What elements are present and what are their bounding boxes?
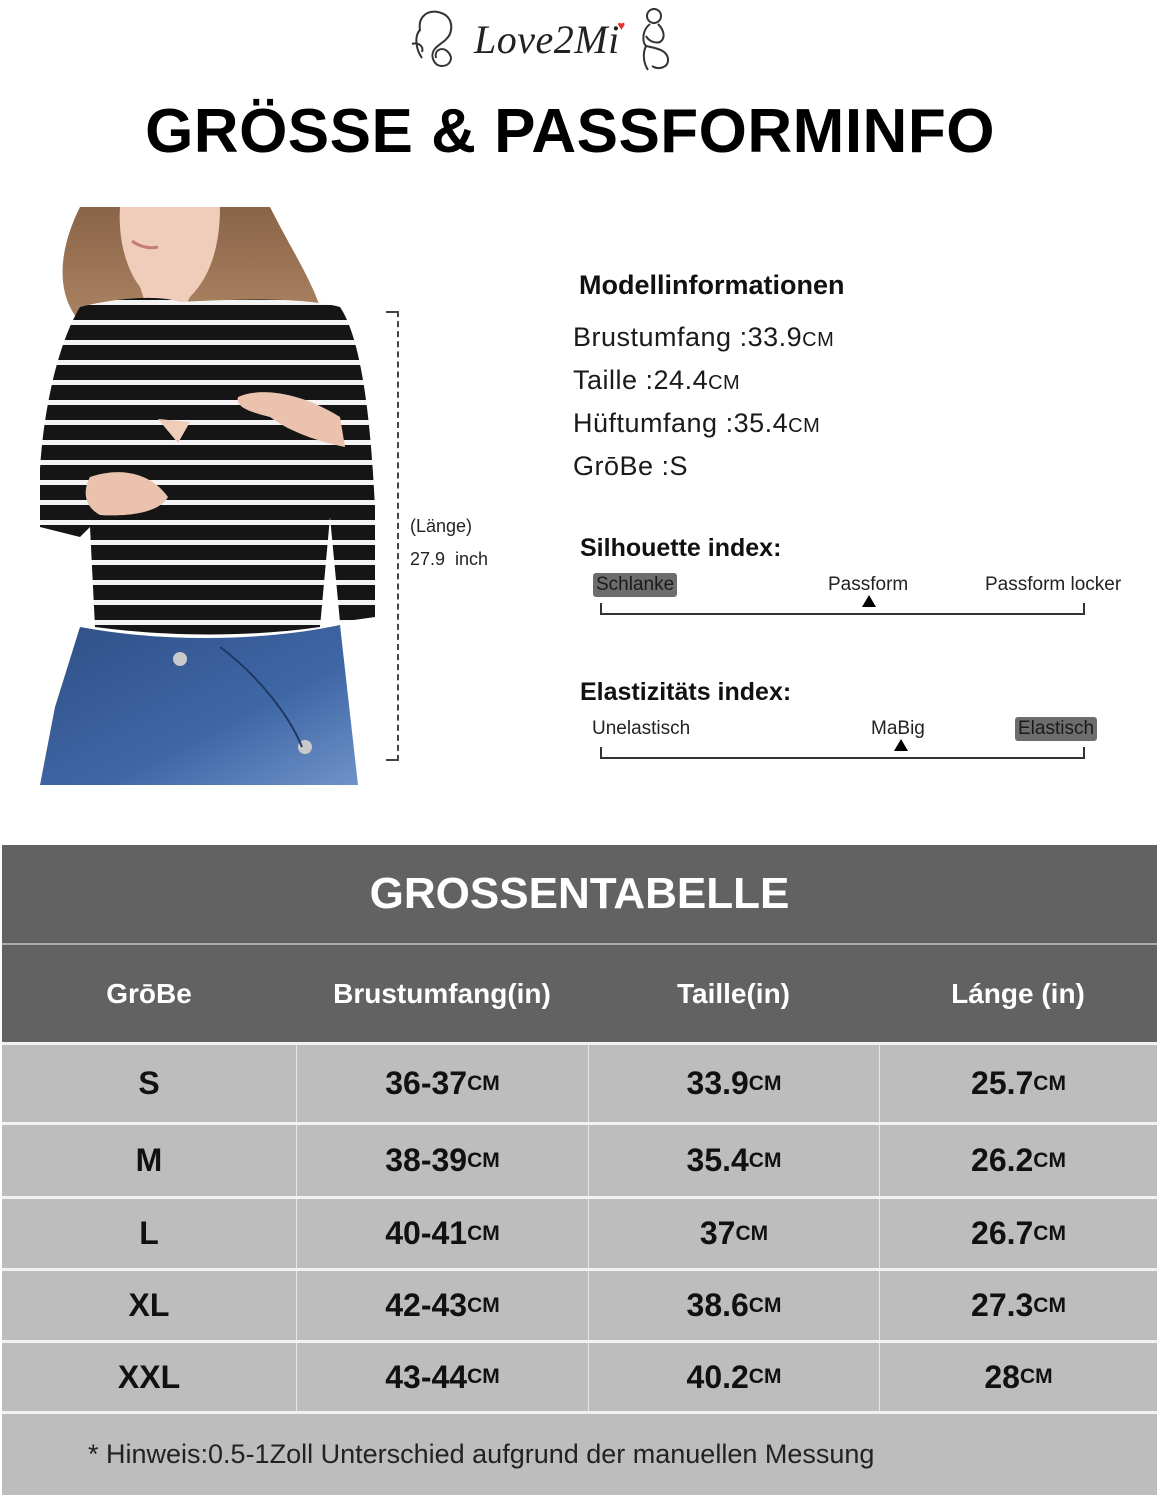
elasticity-scale-labels [580, 713, 1140, 747]
size-table-header [2, 945, 1157, 1042]
model-info-section [573, 270, 845, 486]
model-info-list [573, 317, 845, 486]
table-row-s [2, 1042, 1157, 1122]
table-row-l [2, 1196, 1157, 1268]
header-waist: Taille(in) [676, 977, 791, 1009]
elasticity-option-mabig: MaBig [871, 718, 925, 739]
model-photo-illustration [40, 207, 378, 785]
silhouette-option-passform: Passform [828, 574, 909, 595]
cell-bust: 36-37 CM [296, 1045, 588, 1122]
table-row-xl [2, 1268, 1157, 1340]
model-info-hip: Hüftumfang :35.4CM [573, 408, 821, 438]
length-label-value: 27.9 inch [410, 549, 489, 569]
cell-size: XL [128, 1287, 170, 1323]
elasticity-scale-bar [600, 747, 1085, 759]
elasticity-index-title: Elastizitäts index: [580, 678, 792, 706]
model-photo [40, 207, 378, 785]
model-info-title: Modellinformationen [579, 270, 845, 300]
header-size: GrōBe [106, 977, 192, 1009]
elasticity-index [580, 678, 1140, 759]
elasticity-option-unelastisch: Unelastisch [592, 718, 691, 739]
cell-bust: 40-41 CM [296, 1199, 588, 1268]
header-bust: Brustumfang(in) [333, 977, 551, 1009]
header-length: Lánge (in) [951, 977, 1085, 1009]
cell-length: 27.3 CM [879, 1271, 1157, 1340]
length-line-top-cap [386, 311, 398, 313]
cell-length: 26.7 CM [879, 1199, 1157, 1268]
silhouette-option-schlanke: Schlanke [593, 573, 677, 597]
silhouette-scale-bar [600, 603, 1085, 615]
page-title: GRÖSSE & PASSFORMINFO [145, 97, 995, 166]
elasticity-option-elastisch: Elastisch [1015, 717, 1097, 741]
silhouette-index-title: Silhouette index: [580, 534, 782, 562]
silhouette-option-passform-locker: Passform locker [985, 574, 1122, 595]
measurement-note: * Hinweis:0.5-1Zoll Unterschied aufgrund der manuellen Messung [2, 1411, 1157, 1495]
triangle-marker-icon [894, 739, 908, 751]
length-label [410, 510, 488, 576]
table-row-xxl [2, 1340, 1157, 1411]
model-info-waist: Taille :24.4CM [573, 365, 741, 395]
length-label-title: (Länge) [410, 516, 473, 536]
cell-waist: 37 CM [588, 1199, 879, 1268]
size-table [2, 845, 1157, 1495]
cell-bust: 42-43 CM [296, 1271, 588, 1340]
cell-length: 28 CM [879, 1343, 1157, 1411]
mother-baby-icon [408, 6, 470, 72]
silhouette-scale-labels [580, 569, 1140, 603]
cell-size: L [139, 1215, 159, 1251]
length-dimension-line [397, 311, 399, 761]
triangle-marker-icon [862, 595, 876, 607]
silhouette-index [580, 534, 1140, 615]
cell-bust: 38-39 CM [296, 1125, 588, 1196]
cell-size: M [135, 1142, 163, 1178]
brand-name: Love2Mi ♥ [474, 16, 626, 62]
cell-size: XXL [117, 1358, 181, 1395]
cell-length: 26.2 CM [879, 1125, 1157, 1196]
cell-waist: 33.9 CM [588, 1045, 879, 1122]
model-info-size: GrōBe :S [573, 451, 689, 481]
size-table-title: GROSSENTABELLE [2, 845, 1157, 945]
cell-waist: 40.2 CM [588, 1343, 879, 1411]
heart-icon: ♥ [617, 17, 626, 33]
cell-size: S [138, 1065, 160, 1101]
cell-length: 25.7 CM [879, 1045, 1157, 1122]
length-line-bottom-cap [386, 759, 398, 761]
cell-waist: 38.6 CM [588, 1271, 879, 1340]
model-info-bust: Brustumfang :33.9CM [573, 322, 835, 352]
cell-bust: 43-44 CM [296, 1343, 588, 1411]
cell-waist: 35.4 CM [588, 1125, 879, 1196]
table-row-m [2, 1122, 1157, 1196]
pregnant-woman-icon [634, 4, 676, 74]
brand-logo [408, 4, 728, 74]
